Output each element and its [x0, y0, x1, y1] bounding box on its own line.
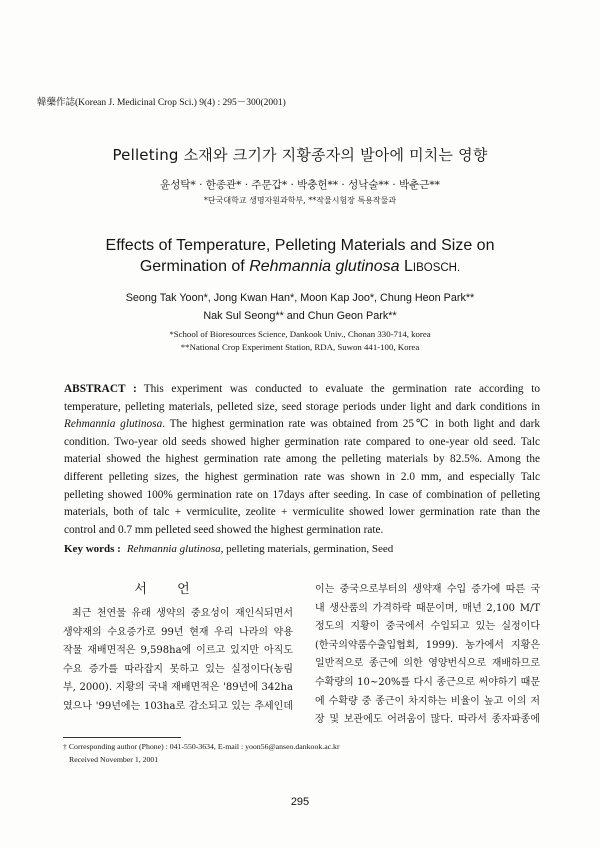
intro-line: 정도의 지황이 중국에서 수입되고 있는 실정이다: [315, 621, 540, 633]
affiliations-english: [0, 328, 600, 354]
title-english: [0, 235, 600, 279]
abstract-text: This experiment was conducted to evaluate the germination rate according to: [143, 383, 540, 395]
intro-line: 수요 증가를 따라잡지 못하고 있는 실정이다(농림: [63, 663, 293, 675]
corresponding-author-note: † Corresponding author (Phone) : 041-550-3634, E-mail : yoon56@anseo.dankook.ac.kr: [63, 742, 340, 751]
abstract-line: condition. Two-year old seeds showed higher germination rate compared to one-year old seed. Talc: [64, 435, 540, 448]
intro-line: 수확량의 10~20%를 다시 종근으로 써야하기 때문: [315, 676, 540, 688]
authors-english-line: Nak Sul Seong** and Chun Geon Park**: [203, 310, 397, 322]
title-english-line-2: [0, 256, 600, 279]
footnote: [63, 740, 533, 766]
title-english-prefix: Germination of: [139, 257, 245, 275]
section-heading-introduction: 서 언: [134, 582, 190, 597]
intro-line: 였으나 '99년에는 103ha로 감소되고 있는 추세인데: [63, 700, 293, 712]
title-english-line-1: Effects of Temperature, Pelleting Materials and Size on: [105, 236, 495, 254]
authors-english-line: Seong Tak Yoon*, Jong Kwan Han*, Moon Kap Joo*, Chung Heon Park**: [125, 292, 475, 304]
intro-line: 부, 2000). 지황의 국내 재배면적은 '89년에 342ha: [63, 682, 293, 693]
received-date: Received November 1, 2001: [69, 755, 159, 764]
keywords-species-name: Rehmannia glutinosa: [126, 543, 221, 555]
keywords-label: Key words :: [64, 543, 121, 555]
abstract-line: [64, 416, 540, 434]
intro-line: 에 수확량 중 종근이 차지하는 비율이 높고 이의 저: [315, 695, 540, 707]
abstract-line: control and 0.7 mm pelleted seed showed the highest germination rate.: [64, 523, 384, 536]
abstract-label: ABSTRACT :: [64, 383, 137, 395]
authors-korean: 윤성탁* · 한종관* · 주문갑* · 박충헌** · 성낙술** · 박춘근**: [160, 179, 440, 191]
intro-column-right: [315, 581, 540, 730]
abstract-line: material showed the highest germination rate among the pelleting materials by 82.5%. Among the: [64, 453, 540, 466]
intro-line: 최근 천연물 유래 생약의 중요성이 재인식되면서: [72, 608, 293, 619]
intro-line: 내 생산품의 가격하락 때문이며, 매년 2,100 M/T: [315, 602, 540, 614]
intro-column-left: [63, 605, 293, 716]
abstract-line: materials, both of talc + vermiculite, zeolite + vermiculite showed lower germination rate than the: [64, 506, 540, 519]
abstract-line: pelleting showed 100% germination rate on 17days after seeding. In case of combination of pelleting: [64, 488, 540, 501]
affiliation-line: *School of Bioresources Science, Dankook Univ., Chonan 330-714, korea: [169, 328, 431, 339]
keywords-text: , pelleting materials, germination, Seed: [220, 543, 394, 555]
title-species-authority: LIBOSCH.: [403, 257, 461, 275]
journal-header: 韓藥作誌(Korean J. Medicinal Crop Sci.) 9(4) : 295－300(2001): [37, 98, 286, 108]
intro-line: 일반적으로 종근에 의한 영양번식으로 재배하므로: [315, 658, 540, 670]
intro-line: (한국의약품수출입협회, 1999). 농가에서 지황은: [315, 639, 540, 651]
abstract-line: [64, 381, 540, 399]
abstract-text: . The highest germination rate was obtained from 25℃ in both light and dark: [162, 418, 540, 431]
intro-line: 장 및 보관에도 어려움이 많다. 따라서 종자파종에: [315, 714, 540, 726]
affiliations-korean: *단국대학교 생명자원과학부, **작물시험장 특용작물과: [203, 196, 397, 205]
affiliation-line: **National Crop Experiment Station, RDA, Suwon 441-100, Korea: [180, 341, 420, 352]
title-species-name: Rehmannia glutinosa: [249, 257, 400, 275]
page-number: 295: [290, 796, 310, 808]
intro-line: 생약재의 수요증가로 99년 현재 우리 나라의 약용: [63, 626, 293, 638]
abstract-species-name: Rehmannia glutinosa: [64, 418, 163, 431]
title-korean: Pelleting 소재와 크기가 지황종자의 발아에 미치는 영향: [112, 146, 488, 164]
authors-english: [0, 289, 600, 325]
keywords: [64, 541, 540, 557]
footnote-divider: [63, 737, 181, 738]
intro-line: 이는 중국으로부터의 생약재 수입 증가에 따른 국: [315, 584, 540, 595]
abstract-line: different pelleting sizes, the highest germination rate was shown in 2.0 mm, and especially Talc: [64, 470, 540, 483]
keywords-line: [64, 541, 540, 557]
abstract-line: temperature, pelleting materials, pelleted size, seed storage periods under light and dark conditions in: [64, 400, 540, 413]
abstract: [64, 381, 540, 539]
intro-line: 작물 재배면적은 9,598ha에 이르고 있지만 아직도: [63, 645, 293, 656]
